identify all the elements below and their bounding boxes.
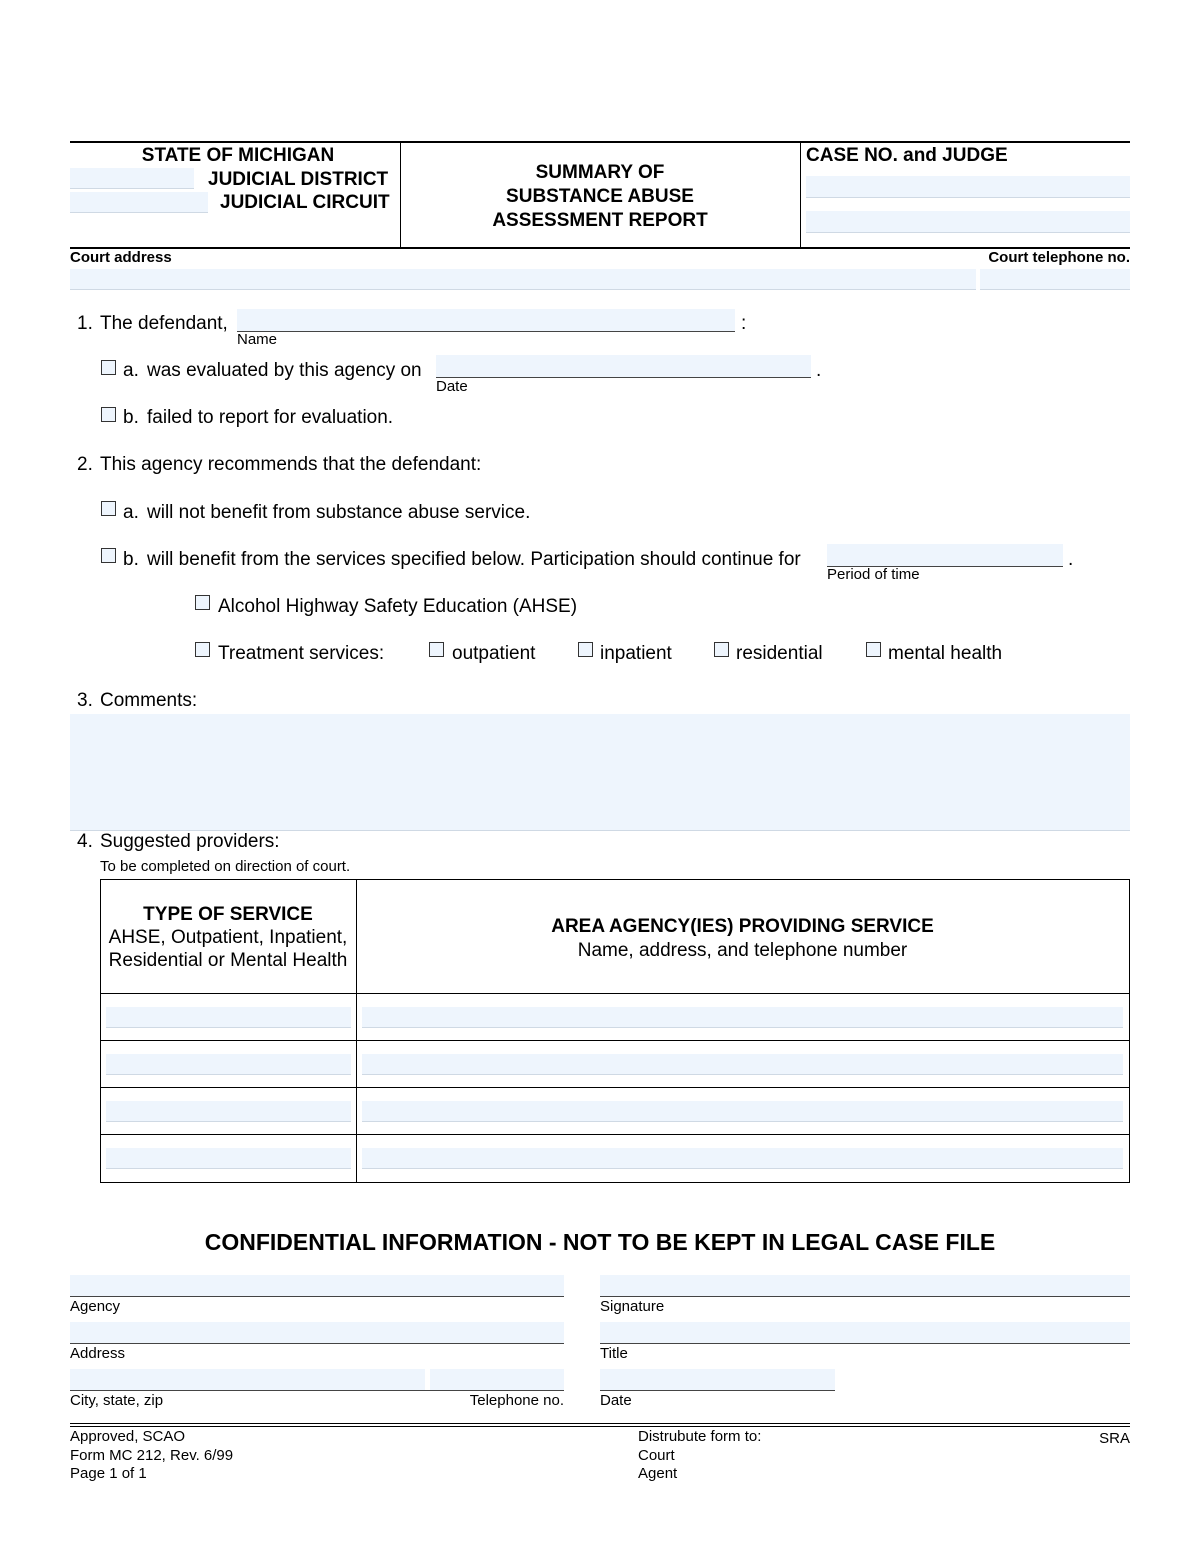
- period-of-time-input[interactable]: [827, 544, 1063, 567]
- judge-input[interactable]: [806, 211, 1130, 233]
- item1b-label: b.: [123, 407, 139, 428]
- header-top-rule: [70, 141, 1130, 143]
- form-title: [400, 161, 800, 233]
- signature-date-input[interactable]: [600, 1369, 835, 1391]
- item2a-checkbox[interactable]: [101, 501, 116, 516]
- form-title-line3: ASSESSMENT REPORT: [492, 210, 708, 231]
- circuit-number-input[interactable]: [70, 192, 208, 213]
- ahse-checkbox[interactable]: [195, 595, 210, 610]
- providers-row-rule-3: [100, 1134, 1130, 1135]
- signature-date-label: Date: [600, 1392, 632, 1409]
- evaluation-date-input[interactable]: [436, 355, 811, 378]
- item4-text: Suggested providers:: [100, 831, 280, 852]
- col2-header: [357, 915, 1128, 963]
- item1a-checkbox[interactable]: [101, 360, 116, 375]
- footer-form-number: Form MC 212, Rev. 6/99: [70, 1446, 234, 1464]
- item1-number: 1.: [77, 313, 93, 334]
- service-type-input-3[interactable]: [106, 1101, 351, 1122]
- item4-number: 4.: [77, 831, 93, 852]
- city-state-zip-input[interactable]: [70, 1369, 425, 1390]
- footer-distribute: [638, 1428, 761, 1484]
- form-title-line1: SUMMARY OF: [535, 162, 665, 183]
- item2b-period: .: [1068, 549, 1074, 570]
- footer-approved: Approved, SCAO: [70, 1428, 186, 1445]
- inpatient-checkbox[interactable]: [578, 642, 593, 657]
- name-caption: Name: [237, 331, 278, 348]
- form-title-line2: SUBSTANCE ABUSE: [506, 186, 694, 207]
- court-phone-label: Court telephone no.: [988, 249, 1130, 266]
- agency-input[interactable]: [70, 1275, 564, 1297]
- item1b-checkbox[interactable]: [101, 407, 116, 422]
- col1-header: [100, 903, 356, 972]
- item2b-text: will benefit from the services specified below. Participation should continue for: [147, 549, 801, 570]
- residential-label: residential: [736, 643, 823, 664]
- defendant-name-input[interactable]: [237, 309, 735, 332]
- city-underline: [70, 1390, 564, 1391]
- telephone-label: Telephone no.: [469, 1392, 564, 1409]
- agency-input-3[interactable]: [362, 1101, 1123, 1122]
- district-number-input[interactable]: [70, 168, 194, 189]
- header-divider-right: [800, 142, 801, 248]
- distribute-agent: Agent: [638, 1465, 678, 1482]
- city-state-zip-label: City, state, zip: [70, 1392, 164, 1409]
- item2b-label: b.: [123, 549, 139, 570]
- state-label: STATE OF MICHIGAN: [141, 145, 335, 166]
- item1a-text: was evaluated by this agency on: [147, 360, 422, 381]
- item1-colon: :: [741, 313, 747, 334]
- footer-page: Page 1 of 1: [70, 1465, 147, 1482]
- outpatient-checkbox[interactable]: [429, 642, 444, 657]
- col2-sub: Name, address, and telephone number: [577, 940, 908, 961]
- case-number-input[interactable]: [806, 176, 1130, 198]
- col1-sub2: Residential or Mental Health: [108, 950, 348, 971]
- providers-row-rule-2: [100, 1087, 1130, 1088]
- item3-number: 3.: [77, 690, 93, 711]
- distribute-court: Court: [638, 1446, 675, 1464]
- residential-checkbox[interactable]: [714, 642, 729, 657]
- item2-text: This agency recommends that the defendant:: [100, 454, 482, 475]
- item2a-label: a.: [123, 502, 139, 523]
- footer-rule-bottom: [70, 1426, 1130, 1427]
- treatment-checkbox[interactable]: [195, 642, 210, 657]
- item1-text: The defendant,: [100, 313, 228, 334]
- confidential-notice: CONFIDENTIAL INFORMATION - NOT TO BE KEPT IN LEGAL CASE FILE: [204, 1229, 996, 1255]
- item2b-checkbox[interactable]: [101, 548, 116, 563]
- treatment-label: Treatment services:: [218, 643, 385, 664]
- item1a-label: a.: [123, 360, 139, 381]
- item1b-text: failed to report for evaluation.: [147, 407, 394, 428]
- mental-health-checkbox[interactable]: [866, 642, 881, 657]
- court-phone-input[interactable]: [980, 269, 1130, 290]
- signature-label: Signature: [600, 1298, 665, 1315]
- outpatient-label: outpatient: [452, 643, 536, 664]
- mental-health-label: mental health: [888, 643, 1003, 664]
- item4-note: To be completed on direction of court.: [100, 858, 351, 875]
- item3-text: Comments:: [100, 690, 198, 711]
- service-type-input-2[interactable]: [106, 1054, 351, 1075]
- header-bottom-rule: [70, 247, 1130, 249]
- signature-input[interactable]: [600, 1275, 1130, 1297]
- period-caption: Period of time: [827, 566, 920, 583]
- court-address-label: Court address: [70, 249, 172, 266]
- item2a-text: will not benefit from substance abuse service.: [147, 502, 531, 523]
- agency-input-2[interactable]: [362, 1054, 1123, 1075]
- district-label: JUDICIAL DISTRICT: [208, 169, 389, 190]
- ahse-label: Alcohol Highway Safety Education (AHSE): [218, 596, 578, 617]
- service-type-input-4[interactable]: [106, 1148, 351, 1169]
- footer-left: [70, 1428, 233, 1484]
- comments-textarea[interactable]: [70, 714, 1130, 831]
- footer-rule-top: [70, 1423, 1130, 1424]
- address-input[interactable]: [70, 1322, 564, 1344]
- agency-label: Agency: [70, 1298, 121, 1315]
- agency-input-1[interactable]: [362, 1007, 1123, 1028]
- item1a-period: .: [816, 360, 822, 381]
- col1-title: TYPE OF SERVICE: [143, 904, 313, 925]
- col2-title: AREA AGENCY(IES) PROVIDING SERVICE: [551, 916, 934, 937]
- circuit-label: JUDICIAL CIRCUIT: [220, 192, 390, 213]
- court-address-input[interactable]: [70, 269, 976, 290]
- title-label: Title: [600, 1345, 628, 1362]
- date-caption: Date: [436, 378, 468, 395]
- address-label: Address: [70, 1345, 126, 1362]
- case-no-label: CASE NO. and JUDGE: [806, 145, 1008, 166]
- title-input[interactable]: [600, 1322, 1130, 1344]
- col1-sub1: AHSE, Outpatient, Inpatient,: [108, 927, 348, 948]
- inpatient-label: inpatient: [600, 643, 672, 664]
- providers-row-rule-1: [100, 1040, 1130, 1041]
- item2-number: 2.: [77, 454, 93, 475]
- service-type-input-1[interactable]: [106, 1007, 351, 1028]
- distribute-label: Distrubute form to:: [638, 1428, 762, 1445]
- footer-code: SRA: [1099, 1430, 1130, 1447]
- agency-telephone-input[interactable]: [430, 1369, 564, 1390]
- providers-header-rule: [100, 993, 1130, 994]
- agency-input-4[interactable]: [362, 1148, 1123, 1169]
